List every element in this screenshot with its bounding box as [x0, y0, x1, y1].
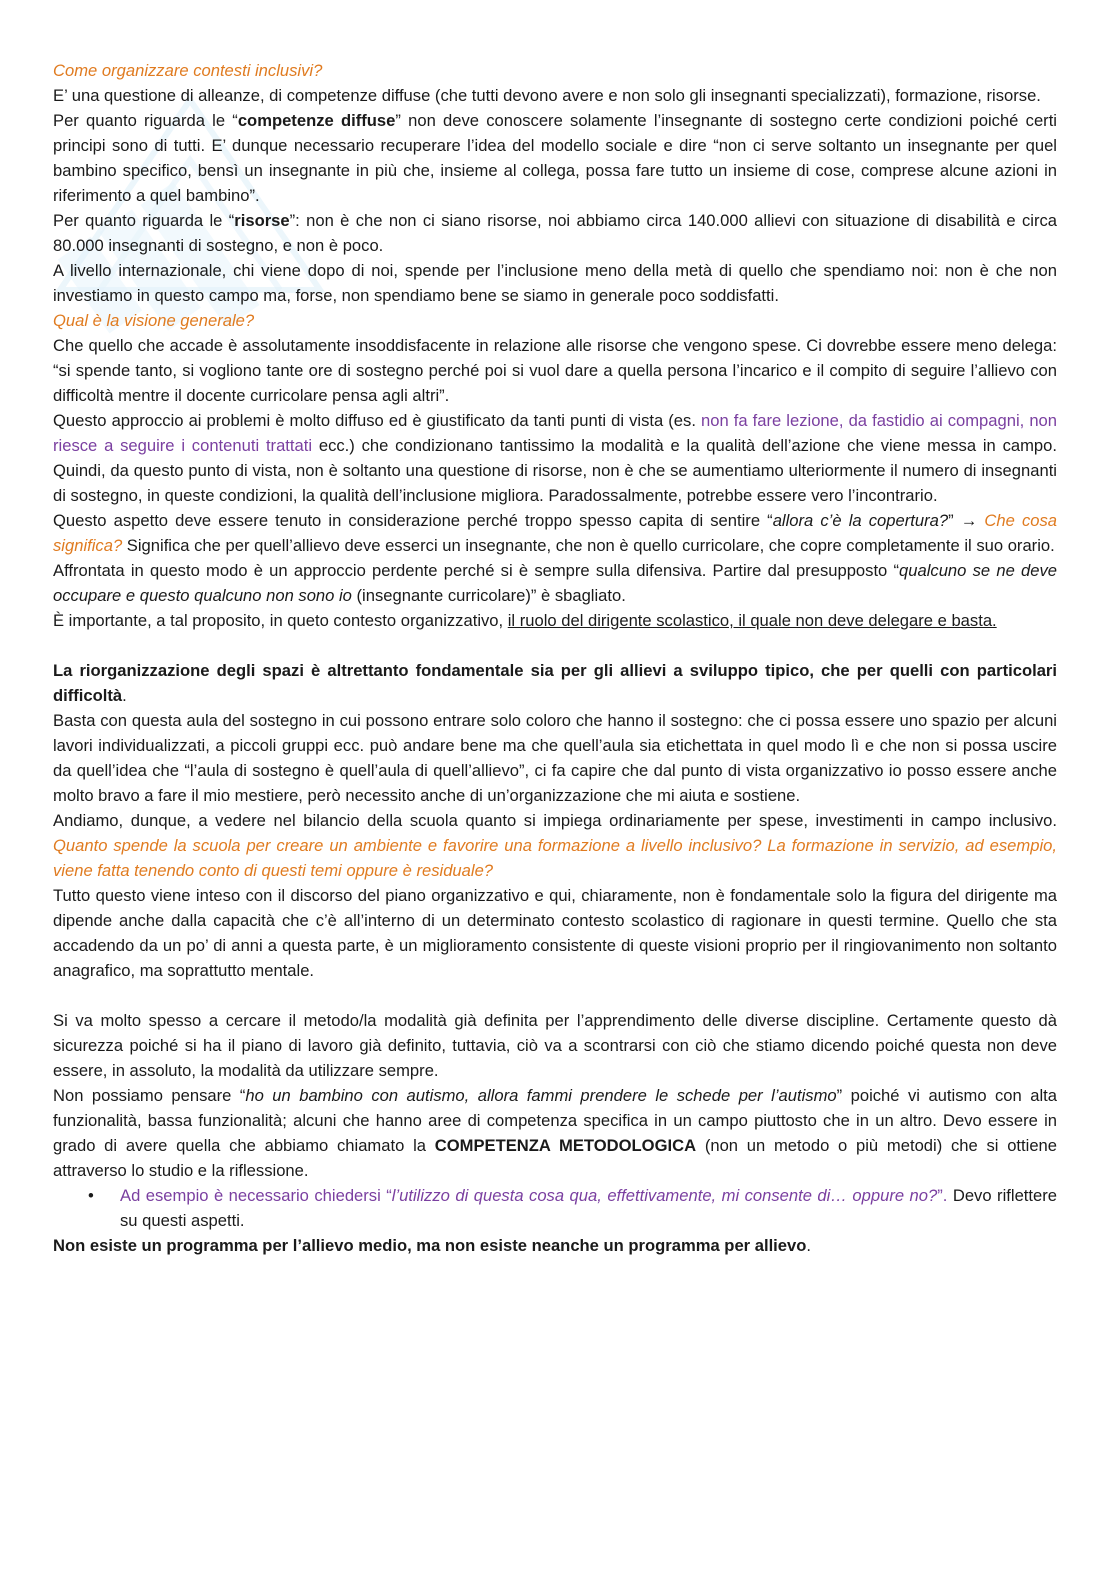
paragraph: E’ una questione di alleanze, di competenze diffuse (che tutti devono avere e non solo gli insegnanti specializzati), formazione, risorse.	[53, 86, 1041, 105]
section-heading: Come organizzare contesti inclusivi?	[53, 61, 323, 80]
paragraph: È importante, a tal proposito, in queto contesto organizzativo, il ruolo del dirigente scolastico, il quale non deve delegare e basta.	[53, 611, 997, 630]
closing-statement: Non esiste un programma per l’allievo medio, ma non esiste neanche un programma per allievo.	[53, 1236, 812, 1255]
document-body	[53, 58, 1057, 1258]
paragraph: Che quello che accade è assolutamente insoddisfacente in relazione alle risorse che vengono spese. Ci dovrebbe essere meno delega: “si spende tanto, si vogliono tante ore di sostegno perché poi si vuol dare a quella persona l’incarico e il compito di seguire l’allievo con difficoltà mentre il docente curricolare pensa agli altri”.	[53, 336, 1057, 405]
paragraph: Si va molto spesso a cercare il metodo/la modalità già definita per l’apprendimento delle diverse discipline. Certamente questo dà sicurezza poiché si ha il piano di lavoro già definito, tuttavia, ciò va a scontrarsi con ciò che stiamo dicendo poiché questa non deve essere, in assoluto, la modalità da utilizzare sempre.	[53, 1011, 1057, 1080]
paragraph: Basta con questa aula del sostegno in cui possono entrare solo coloro che hanno il sostegno: che ci possa essere uno spazio per alcuni lavori individualizzati, a piccoli gruppi ecc. può andare bene ma che quell’aula sia etichettata in quel modo lì e che non si possa uscire da quell’idea che “l’aula di sostegno è quell’aula di quell’allievo”, ci fa capire che dal punto di vista organizzativo io posso essere anche molto bravo a fare il mio mestiere, però necessito anche di un’organizzazione che mi aiuta e sostiene.	[53, 711, 1057, 805]
paragraph: Andiamo, dunque, a vedere nel bilancio della scuola quanto si impiega ordinariamente per spese, investimenti in campo inclusivo. Quanto spende la scuola per creare un ambiente e favorire una formazione a livello inclusivo? La formazione in servizio, ad esempio, viene fatta tenendo conto di questi temi oppure è residuale?	[53, 811, 1057, 880]
paragraph: Tutto questo viene inteso con il discorso del piano organizzativo e qui, chiaramente, non è fondamentale solo la figura del dirigente ma dipende anche dalla capacità che c’è all’interno di un determinato contesto scolastico di ragionare in questi termine. Quello che sta accadendo da un po’ di anni a questa parte, è un miglioramento consistente di queste visioni proprio per il ringiovanimento non soltanto anagrafico, ma soprattutto mentale.	[53, 886, 1057, 980]
bullet-list	[53, 1183, 1057, 1233]
paragraph: Per quanto riguarda le “competenze diffuse” non deve conoscere solamente l’insegnante di sostegno certe condizioni poiché certi principi sono di tutti. E’ dunque necessario recuperare l’idea del modello sociale e dire “non ci serve soltanto un insegnante per quel bambino specifico, bensì un insegnante in più che, insieme al collega, possa fare tutto un insieme di cose, comprese alcune azioni in riferimento a quel bambino”.	[53, 111, 1057, 205]
section-heading: Qual è la visione generale?	[53, 311, 255, 330]
bullet-icon: •	[88, 1186, 94, 1205]
paragraph: Affrontata in questo modo è un approccio perdente perché si è sempre sulla difensiva. Partire dal presupposto “qualcuno se ne deve occupare e questo qualcuno non sono io (insegnante curricolare)” è sbagliato.	[53, 561, 1057, 605]
paragraph: Questo approccio ai problemi è molto diffuso ed è giustificato da tanti punti di vista (es. non fa fare lezione, da fastidio ai compagni, non riesce a seguire i contenuti trattati ecc.) che condizionano tantissimo la modalità e la qualità dell’azione che viene messa in campo. Quindi, da questo punto di vista, non è soltanto una questione di risorse, non è che se aumentiamo ulteriormente il numero di insegnanti di sostegno, in queste condizioni, la qualità dell’inclusione migliora. Paradossalmente, potrebbe essere vero l’incontrario.	[53, 411, 1058, 505]
paragraph: Per quanto riguarda le “risorse”: non è che non ci siano risorse, noi abbiamo circa 140.000 allievi con situazione di disabilità e circa 80.000 insegnanti di sostegno, e non è poco.	[53, 211, 1057, 255]
paragraph: La riorganizzazione degli spazi è altrettanto fondamentale sia per gli allievi a sviluppo tipico, che per quelli con particolari difficoltà.	[53, 661, 1057, 705]
paragraph: Non possiamo pensare “ho un bambino con autismo, allora fammi prendere le schede per l’autismo” poiché vi autismo con alta funzionalità, bassa funzionalità; alcuni che hanno aree di competenza specifica in un campo piuttosto che in un altro. Devo essere in grado di avere quella che abbiamo chiamato la COMPETENZA METODOLOGICA (non un metodo o più metodi) che si ottiene attraverso lo studio e la riflessione.	[53, 1086, 1058, 1180]
paragraph: Questo aspetto deve essere tenuto in considerazione perché troppo spesso capita di sentire “allora c’è la copertura?” → Che cosa significa? Significa che per quell’allievo deve esserci un insegnante, che non è quello curricolare, che copre completamente il suo orario.	[53, 511, 1058, 555]
paragraph: A livello internazionale, chi viene dopo di noi, spende per l’inclusione meno della metà di quello che spendiamo noi: non è che non investiamo in questo campo ma, forse, non spendiamo bene se siamo in generale poco soddisfatti.	[53, 261, 1057, 305]
list-item: • Ad esempio è necessario chiedersi “l’utilizzo di questa cosa qua, effettivamente, mi consente di… oppure no?”. Devo riflettere su questi aspetti.	[120, 1183, 1057, 1233]
